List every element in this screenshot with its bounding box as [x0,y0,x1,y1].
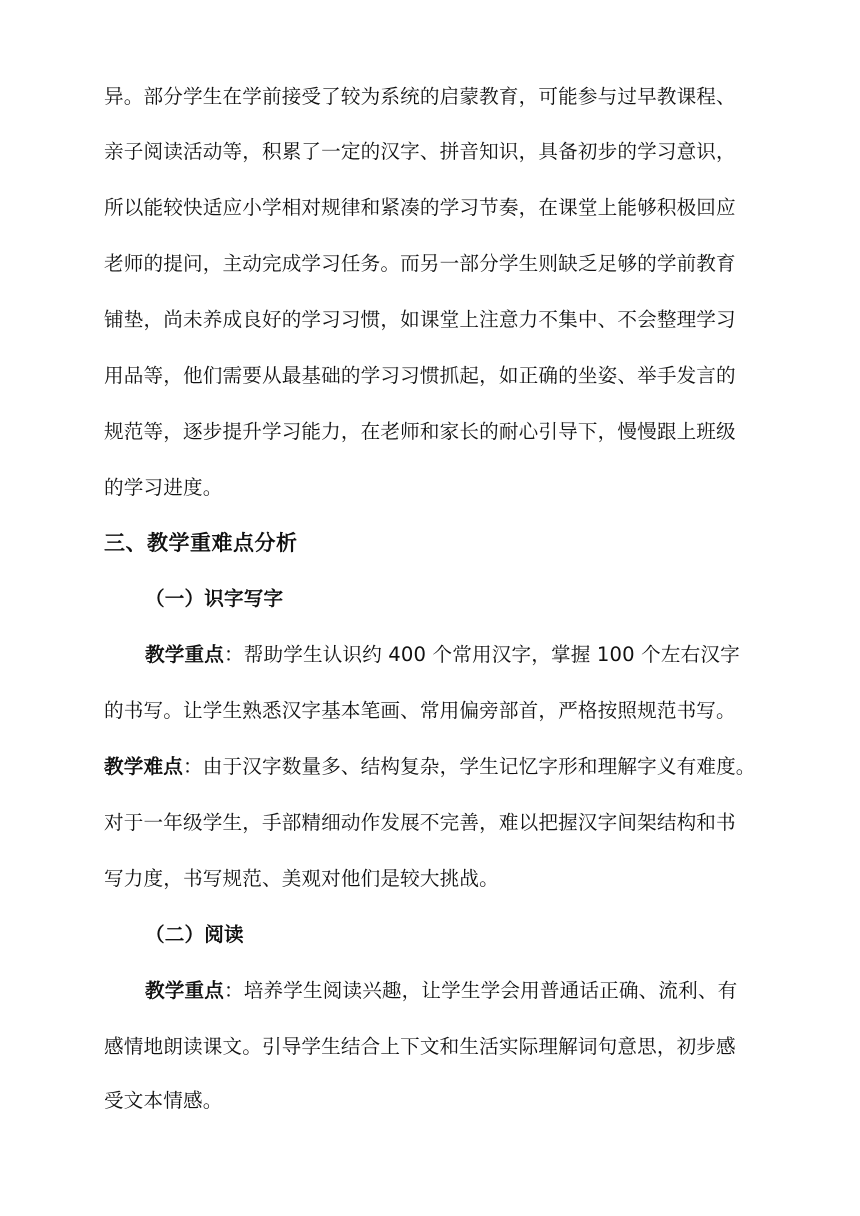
difficulty-paragraph-line [104,753,756,781]
subsection-heading: （二）阅读 [145,923,244,946]
paragraph-line: 受文本情感。 [104,1089,223,1112]
focus-text: ：帮助学生认识约 400 个常用汉字，掌握 100 个左右汉字 [223,643,740,666]
focus-paragraph-line [145,977,737,1005]
paragraph-line: 写力度，书写规范、美观对他们是较大挑战。 [104,867,499,890]
paragraph-line: 用品等，他们需要从最基础的学习习惯抓起，如正确的坐姿、举手发言的 [104,364,736,387]
focus-paragraph-line [145,641,740,669]
paragraph-line: 异。部分学生在学前接受了较为系统的启蒙教育，可能参与过早教课程、 [104,85,736,108]
paragraph-line: 感情地朗读课文。引导学生结合上下文和生活实际理解词句意思，初步感 [104,1035,736,1058]
focus-label: 教学重点 [145,643,224,666]
paragraph-line: 老师的提问，主动完成学习任务。而另一部分学生则缺乏足够的学前教育 [104,252,736,275]
difficulty-label: 教学难点 [104,755,183,778]
paragraph-line: 的学习进度。 [104,476,223,499]
paragraph-line: 铺垫，尚未养成良好的学习习惯，如课堂上注意力不集中、不会整理学习 [104,308,736,331]
difficulty-text: ：由于汉字数量多、结构复杂，学生记忆字形和理解字义有难度。 [182,755,756,778]
paragraph-line: 所以能较快适应小学相对规律和紧凑的学习节奏，在课堂上能够积极回应 [104,196,736,219]
paragraph-line: 亲子阅读活动等，积累了一定的汉字、拼音知识，具备初步的学习意识， [104,140,736,163]
focus-text: ：培养学生阅读兴趣，让学生学会用普通话正确、流利、有 [223,979,738,1002]
paragraph-line: 对于一年级学生，手部精细动作发展不完善，难以把握汉字间架结构和书 [104,811,736,834]
paragraph-line: 规范等，逐步提升学习能力，在老师和家长的耐心引导下，慢慢跟上班级 [104,420,736,443]
paragraph-line: 的书写。让学生熟悉汉字基本笔画、常用偏旁部首，严格按照规范书写。 [104,699,736,722]
section-heading: 三、教学重难点分析 [104,531,298,555]
subsection-heading: （一）识字写字 [145,587,284,610]
focus-label: 教学重点 [145,979,224,1002]
